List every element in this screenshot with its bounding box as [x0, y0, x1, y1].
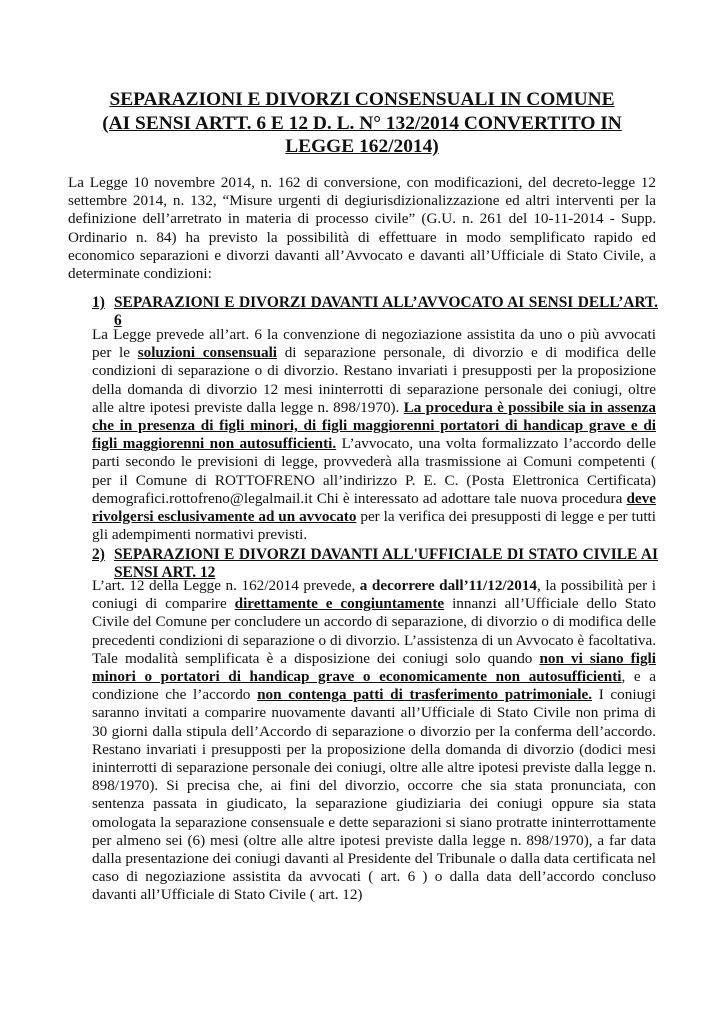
section-1-text-3: di separazione personale, di divorzio e di modifica delle condizioni di separazione o di divorzio. Restano invariati i presupposti per la proposizione della domanda di divorzio 12 mesi ininterrotti di separazione personale dei coniugi, oltre alle altre ipotesi previste dalla legge n. 898/1970). [92, 344, 656, 416]
section-2-text-3: , la possibilità per i coniugi di comparire [92, 577, 656, 613]
section-1-text-7: per la verifica dei presupposti di legge e per tutti gli adempimenti normativi previsti. [92, 508, 656, 544]
section-2-title: SEPARAZIONI E DIVORZI DAVANTI ALL'UFFICIALE DI STATO CIVILE AI SENSI ART. 12 [114, 546, 658, 582]
section-2-number: 2) [92, 546, 105, 563]
section-2-emphasis-directly: direttamente e congiuntamente [234, 595, 445, 613]
title-line-1: SEPARAZIONI E DIVORZI CONSENSUALI IN COMUNE [109, 89, 615, 110]
section-1-heading [92, 294, 658, 330]
section-1-emphasis-lawyer: deve rivolgersi esclusivamente ad un avvocato [92, 489, 656, 526]
section-2-text-7: , e a condizione che l’accordo [92, 668, 656, 704]
section-2-text-9: I coniugi saranno invitati a comparire nuovamente davanti all’Ufficiale di Stato Civile non prima di 30 giorni dalla stipula dell’Accordo di separazione o divorzio per la conferma dell’accordo. Restano invariati i presupposti per la proposizione della domanda di divorzio (dodici mesi ininterrotti di separazione personale dei coniugi, oltre alle altre ipotesi previste dalla legge n. 898/1970). Si precisa che, ai fini del divorzio, occorre che sia stata pronunciata, con sentenza passata in giudicato, la separazione giudiziaria dei coniugi oppure sia stata omologata la separazione consensuale e dette separazioni si siano protratte ininterrottamente per almeno sei (6) mesi (oltre alle altre ipotesi previste dalla legge n. 898/1970), a far data dalla presentazione dei coniugi davanti al Presidente del Tribunale o dalla data certificata nel caso di negoziazione assistita da avvocati ( art. 6 ) o dalla data dell’accordo concluso davanti all’Ufficiale di Stato Civile ( art. 12) [92, 686, 656, 904]
section-1-body [92, 326, 656, 544]
section-1-number: 1) [92, 294, 105, 311]
section-2-emphasis-date: a decorrere dall’11/12/2014 [359, 577, 538, 594]
intro-paragraph: La Legge 10 novembre 2014, n. 162 di conversione, con modificazioni, del decreto-legge 12 settembre 2014, n. 132, “Misure urgenti di degiurisdizionalizzazione ed altri interventi per la definizione dell’arretrato in materia di processo civile” (G.U. n. 261 del 10-11-2014 - Supp. Ordinario n. 84) ha previsto la possibilità di effettuare in modo semplificato rapido ed economico separazioni e divorzi davanti all’Avvocato e davanti all’Ufficiale di Stato Civile, a determinate condizioni: [68, 174, 656, 283]
section-1-text-1: La Legge prevede all’art. 6 la convenzione di negoziazione assistita da uno o più avvocati per le [92, 326, 656, 362]
section-2-body [92, 577, 656, 905]
section-2-text-1: L’art. 12 della Legge n. 162/2014 prevede, [92, 577, 360, 594]
section-1-emphasis-consensual: soluzioni consensuali [137, 344, 278, 362]
document-title [60, 88, 664, 159]
section-1-text-5: L’avvocato, una volta formalizzato l’accordo delle parti secondo le previsioni di legge, provvederà alla trasmissione ai Comuni competenti ( per il Comune di ROTTOFRENO all’indirizzo P. E. C. (Posta Elettronica Certificata) demografici.rottofreno@legalmail.it Chi è interessato ad adottare tale nuova procedura [92, 435, 656, 507]
section-1-title: SEPARAZIONI E DIVORZI DAVANTI ALL’AVVOCATO AI SENSI DELL’ART. 6 [114, 294, 658, 330]
title-line-2: (AI SENSI ARTT. 6 E 12 D. L. N° 132/2014 CONVERTITO IN [102, 112, 622, 134]
section-2-emphasis-transfer: non contenga patti di trasferimento patrimoniale. [257, 686, 593, 704]
section-2-text-5: innanzi all’Ufficiale dello Stato Civile del Comune per concludere un accordo di separazione, di divorzio o di modifica delle precedenti condizioni di separazione o di divorzio. L’assistenza di un Avvocato è facoltativa. Tale modalità semplificata è a disposizione dei coniugi solo quando [92, 595, 656, 667]
section-2-emphasis-children: non vi siano figli minori o portatori di handicap grave o economicamente non autosufficienti [92, 649, 656, 686]
title-line-3: LEGGE 162/2014) [285, 136, 439, 157]
section-1-emphasis-procedure: La procedura è possibile sia in assenza che in presenza di figli minori, di figli maggiorenni portatori di handicap grave e di figli maggiorenni non autosufficienti. [92, 398, 657, 453]
